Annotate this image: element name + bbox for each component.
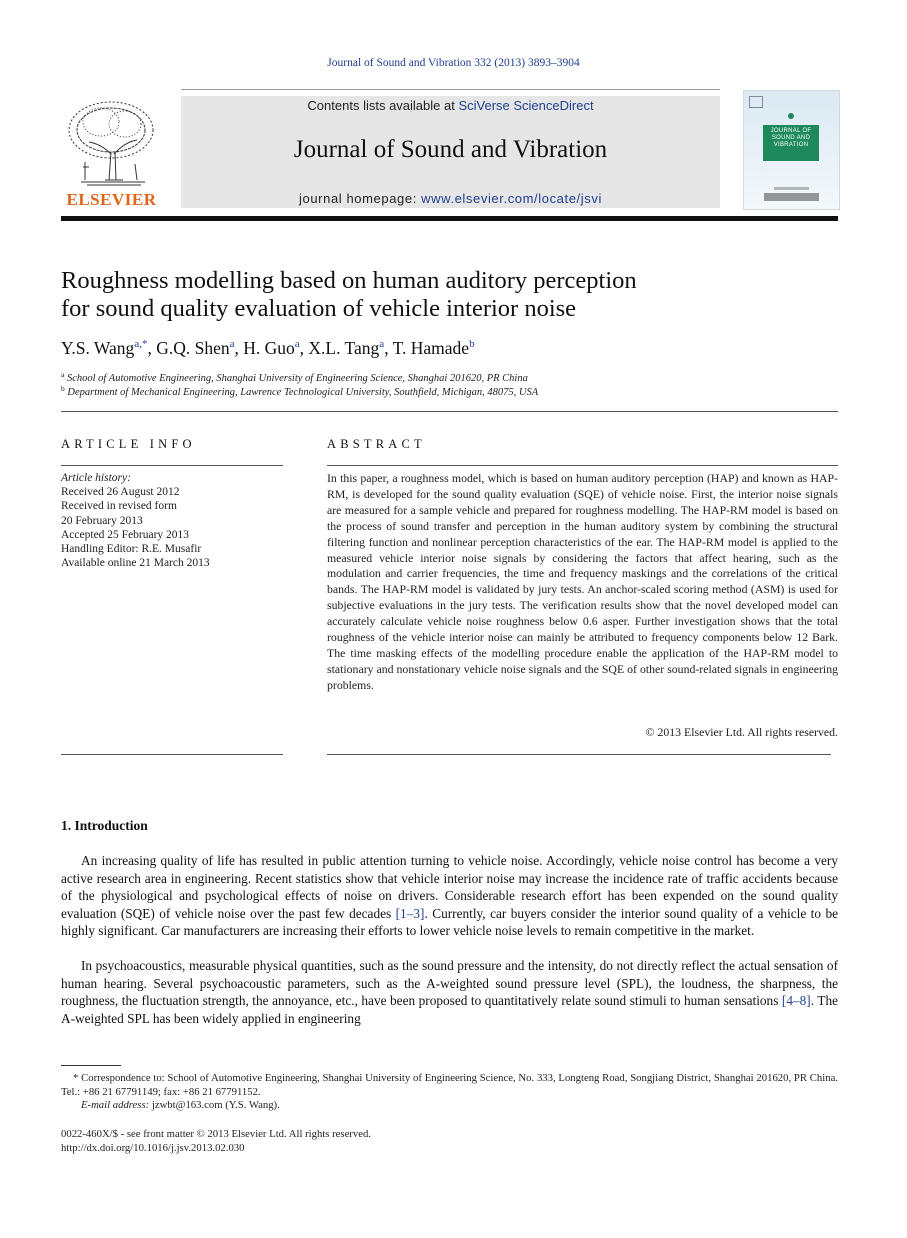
author-sep: , [147, 338, 157, 358]
affiliation-marker: a [61, 370, 65, 379]
article-info-rule-bottom [61, 754, 283, 755]
author-sep: , [299, 338, 309, 358]
journal-homepage-link[interactable]: www.elsevier.com/locate/jsvi [421, 191, 602, 206]
history-item: 20 February 2013 [61, 514, 143, 527]
history-item: Received 26 August 2012 [61, 486, 180, 499]
author-name[interactable]: G.Q. Shen [156, 338, 230, 358]
contents-availability-line [181, 98, 720, 113]
author-sep: , [234, 338, 244, 358]
article-info-heading: ARTICLE INFO [61, 437, 196, 451]
history-item: Available online 21 March 2013 [61, 557, 210, 570]
abstract-heading: ABSTRACT [327, 437, 426, 451]
cover-publisher-logo [764, 193, 819, 201]
email-label: E-mail address: [81, 1099, 150, 1111]
author-affil-sup[interactable]: b [469, 338, 475, 350]
author-affil-sup[interactable]: a [229, 338, 235, 350]
author-name[interactable]: X.L. Tang [308, 338, 380, 358]
article-title-line-1: Roughness modelling based on human auditory perception [61, 267, 637, 294]
article-history [61, 471, 283, 570]
footnote-rule [61, 1065, 121, 1066]
front-matter-line: 0022-460X/$ - see front matter © 2013 Elsevier Ltd. All rights reserved. [61, 1128, 371, 1140]
cover-corner-mark [749, 96, 763, 108]
contents-prefix: Contents lists available at [307, 98, 459, 113]
author-affil-sup[interactable]: a [294, 338, 300, 350]
article-info-rule-top [61, 465, 283, 466]
abstract-rule-bottom [327, 754, 831, 755]
intro-p2-text-b: . The A-weighted SPL has been widely applied in engineering [61, 993, 838, 1026]
email-value[interactable]: jzwbt@163.com (Y.S. Wang). [149, 1099, 280, 1111]
author-name[interactable]: H. Guo [243, 338, 295, 358]
author-sep: , [384, 338, 393, 358]
front-matter [61, 1127, 371, 1155]
introduction-paragraph-1 [61, 852, 838, 940]
intro-p1-text-b: . Currently, car buyers consider the interior sound quality of a vehicle to be highly significant. Car manufacturers are increasing their efforts to lower vehicle noise levels to remain competitive in the market. [61, 905, 839, 938]
affiliation-marker: b [61, 384, 65, 393]
affiliation-a [61, 370, 841, 384]
history-item: Accepted 25 February 2013 [61, 528, 190, 541]
history-item: Received in revised form [61, 500, 177, 513]
correspondence-footnote [61, 1071, 838, 1099]
publisher-wordmark: ELSEVIER [66, 190, 157, 209]
homepage-prefix: journal homepage: [299, 191, 422, 206]
introduction-paragraph-2 [61, 957, 838, 1027]
journal-title: Journal of Sound and Vibration [293, 136, 608, 163]
email-footnote [81, 1099, 280, 1111]
affiliations-divider [61, 411, 838, 412]
affiliation-text: Department of Mechanical Engineering, Lawrence Technological University, Southfield, Michigan, 48075, USA [67, 387, 539, 398]
running-head[interactable]: Journal of Sound and Vibration 332 (2013) 3893–3904 [327, 57, 580, 69]
author-affil-sup[interactable]: a [379, 338, 385, 350]
journal-cover-thumbnail[interactable] [743, 90, 840, 210]
sciencedirect-link[interactable]: SciVerse ScienceDirect [458, 98, 594, 113]
author-affil-sup[interactable]: a,* [134, 338, 148, 350]
journal-homepage-line [181, 191, 720, 206]
author-list [61, 338, 831, 359]
citation-link[interactable]: [1–3] [395, 905, 425, 921]
abstract-body: In this paper, a roughness model, which is based on human auditory perception (HAP) and known as HAP-RM, is developed for the sound quality evaluation (SQE) of vehicle noise. First, the interior noise signals are measured for a sample vehicle and prepared for roughness modelling. The HAP-RM model is based on the process of sound transfer and perception in the human auditory system by combining the structural filtering function and nonlinear perception characteristics of the ear. The HAP-RM model is applied to the measured vehicle interior noise signals by considering the factors that affect hearing, such as the modulation and carrier frequencies, the time and frequency maskings and the correlations of the critical bands. The HAP-RM model is validated by jury tests. An anchor-scaled scoring method (ASM) is used for subjective evaluations in the jury tests. The verification results show that the novel developed model can accurately calculate vehicle noise roughness below 0.6 asper. Further investigation shows that the total roughness of the vehicle interior noise can mainly be attributed to frequency components below 12 Bark. The time masking effects of the modelling procedure enable the application of the HAP-RM model to stationary and nonstationary vehicle noise signals and the SQE of other sound-related signals in engineering problems. [327, 471, 838, 692]
introduction-heading: 1. Introduction [61, 818, 148, 833]
citation-link[interactable]: [4–8] [781, 993, 811, 1008]
affiliation-b [61, 384, 841, 398]
cover-emblem-icon [788, 113, 794, 119]
header-thick-rule [61, 216, 838, 221]
intro-p1-text-a: An increasing quality of life has resulted in public attention turning to vehicle noise. Accordingly, vehicle noise control has become a very active research area in engineering. Recent statistics show that vehicle interior noise may increase the incidence rate of traffic accidents because of the physiological and psychological effects of noise on drivers. Considerable research effort has been expended on the sound quality evaluation (SQE) of vehicle noise over the past few decades [61, 853, 838, 921]
author-name[interactable]: T. Hamade [392, 338, 470, 358]
article-title-line-2: for sound quality evaluation of vehicle interior noise [61, 295, 577, 322]
history-item: Handling Editor: R.E. Musafir [61, 543, 202, 556]
doi-link[interactable]: http://dx.doi.org/10.1016/j.jsv.2013.02.030 [61, 1142, 245, 1154]
correspondence-text: * Correspondence to: School of Automotive Engineering, Shanghai University of Engineering Science, No. 333, Longteng Road, Songjiang District, Shanghai 201620, PR China. Tel.: +86 21 67791149; fax: +86 21 67791152. [61, 1072, 838, 1099]
article-history-label: Article history: [61, 472, 131, 484]
author-name[interactable]: Y.S. Wang [61, 338, 135, 358]
intro-p2-text-a: In psychoacoustics, measurable physical quantities, such as the sound pressure and the intensity, do not directly reflect the actual sensation of human hearing. Several psychoacoustic parameters, such as the A-weighted sound pressure level (SPL), the loudness, the sharpness, the roughness, the fluctuation strength, the annoyance, etc., have been proposed to quantitatively relate sound stimuli to human sensations [61, 958, 838, 1008]
cover-publisher-line [774, 187, 809, 190]
abstract-copyright: © 2013 Elsevier Ltd. All rights reserved. [645, 725, 838, 739]
cover-title-box: JOURNAL OF SOUND AND VIBRATION [763, 125, 819, 161]
masthead-top-rule [181, 89, 720, 90]
affiliation-text: School of Automotive Engineering, Shanghai University of Engineering Science, Shanghai 201620, PR China [66, 373, 528, 384]
abstract-rule-top [327, 465, 838, 466]
article-title [61, 267, 821, 323]
